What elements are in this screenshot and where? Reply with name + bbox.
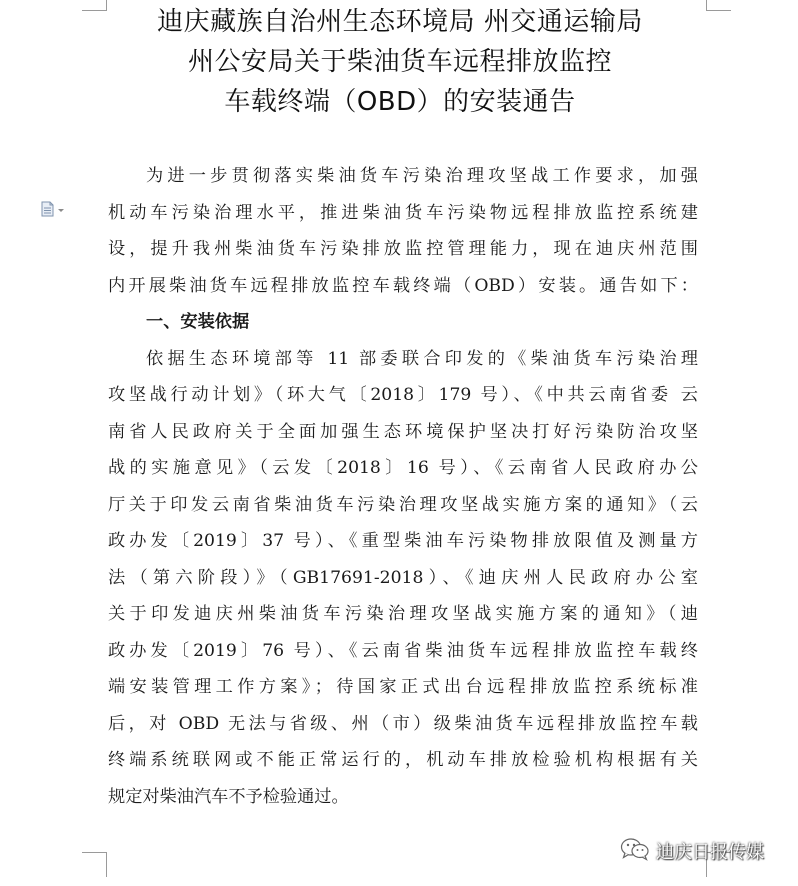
paragraph-line: 终端系统联网或不能正常运行的，机动车排放检验机构根据有关	[108, 750, 698, 770]
paragraph-line: 机动车污染治理水平，推进柴油货车污染物远程排放监控系统建	[108, 202, 698, 223]
page-corner-mark	[82, 852, 107, 877]
paragraph-line: 攻坚战行动计划》（环大气〔2018〕179 号）、《中共云南省委 云	[108, 385, 698, 405]
paragraph-line: 依据生态环境部等 11 部委联合印发的《柴油货车污染治理	[146, 348, 698, 369]
paragraph-line: 政办发〔2019〕37 号）、《重型柴油车污染物排放限值及测量方	[108, 531, 698, 551]
paragraph-line: 端安装管理工作方案》；待国家正式出台远程排放监控系统标准	[108, 677, 698, 697]
section-heading: 一、安装依据	[146, 312, 250, 332]
paragraph-line: 法（第六阶段）》（GB17691-2018）、《迪庆州人民政府办公室	[108, 567, 698, 588]
paragraph-line: 关于印发迪庆州柴油货车污染治理攻坚战实施方案的通知》（迪	[108, 604, 698, 624]
page-corner-mark	[706, 0, 731, 11]
watermark-text: 迪庆日报传媒	[656, 842, 764, 863]
document-title	[100, 2, 700, 122]
paragraph-line: 后，对 OBD 无法与省级、州（市）级柴油货车远程排放监控车载	[108, 713, 698, 734]
paragraph-line: 规定对柴油汽车不予检验通过。	[108, 786, 349, 807]
paragraph-line: 内开展柴油货车远程排放监控车载终端（OBD）安装。通告如下：	[108, 275, 698, 296]
wechat-icon	[620, 837, 650, 865]
paragraph-line: 为进一步贯彻落实柴油货车污染治理攻坚战工作要求，加强	[146, 166, 698, 186]
paragraph-line: 南省人民政府关于全面加强生态环境保护坚决打好污染防治攻坚	[108, 421, 698, 442]
title-line: 车载终端（OBD）的安装通告	[224, 87, 576, 117]
document-body	[108, 158, 698, 815]
paragraph-line: 设，提升我州柴油货车污染排放监控管理能力，现在迪庆州范围	[108, 239, 698, 259]
paragraph-line: 厅关于印发云南省柴油货车污染治理攻坚战实施方案的通知》（云	[108, 494, 698, 515]
document-comment-icon[interactable]	[40, 201, 66, 217]
paragraph-line: 政办发〔2019〕76 号）、《云南省柴油货车远程排放监控车载终	[108, 640, 698, 661]
paragraph-line: 战的实施意见》（云发〔2018〕16 号）、《云南省人民政府办公	[108, 458, 698, 478]
title-line: 迪庆藏族自治州生态环境局 州交通运输局	[157, 7, 643, 37]
title-line: 州公安局关于柴油货车远程排放监控	[187, 47, 612, 77]
watermark	[620, 838, 764, 864]
